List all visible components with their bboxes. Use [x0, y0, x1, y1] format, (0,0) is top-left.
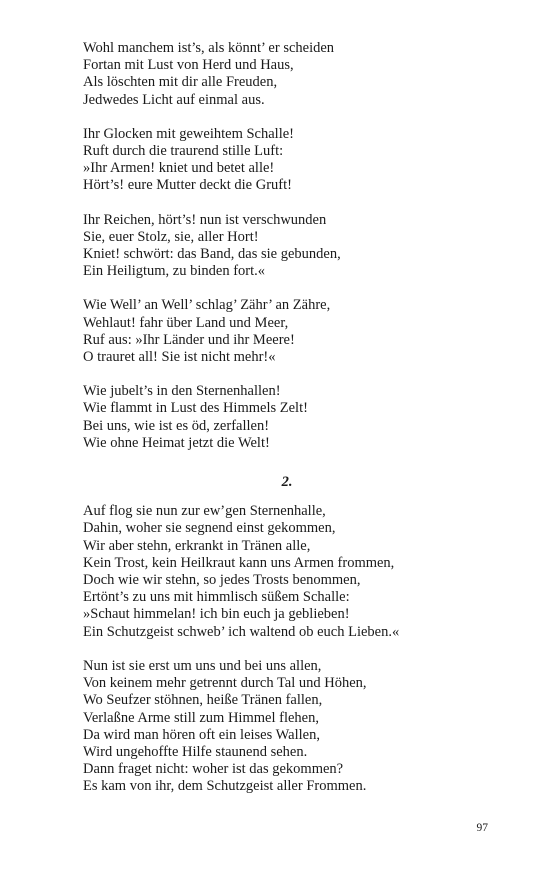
- verse-line: Dann fraget nicht: woher ist das gekommen?: [83, 761, 344, 778]
- stanza: [83, 297, 503, 366]
- verse-line: Kein Trost, kein Heilkraut kann uns Armen frommen,: [83, 554, 395, 571]
- verse-line: Hört’s! eure Mutter deckt die Gruft!: [83, 177, 292, 194]
- verse-line: Wie ohne Heimat jetzt die Welt!: [83, 434, 270, 451]
- verse-line: Wird ungehoffte Hilfe staunend sehen.: [83, 743, 308, 760]
- verse-line: Fortan mit Lust von Herd und Haus,: [83, 57, 294, 74]
- verse-line: Kniet! schwört: das Band, das sie gebunden,: [83, 246, 341, 263]
- verse-line: Wo Seufzer stöhnen, heiße Tränen fallen,: [83, 692, 323, 709]
- section-number: 2.: [281, 474, 293, 491]
- verse-line: Auf flog sie nun zur ew’gen Sternenhalle,: [83, 503, 326, 520]
- verse-line: Ruf aus: »Ihr Länder und ihr Meere!: [83, 331, 295, 348]
- verse-line: Nun ist sie erst um uns und bei uns allen,: [83, 657, 322, 674]
- stanza: [83, 126, 503, 195]
- verse-line: Ruft durch die traurend stille Luft:: [83, 143, 284, 160]
- verse-line: Doch wie wir stehn, so jedes Trosts benommen,: [83, 572, 361, 589]
- verse-line: Jedwedes Licht auf einmal aus.: [83, 91, 265, 108]
- verse-line: Wie Well’ an Well’ schlag’ Zähr’ an Zähre,: [83, 297, 331, 314]
- verse-line: Ihr Reichen, hört’s! nun ist verschwunden: [83, 211, 327, 228]
- verse-line: Sie, euer Stolz, sie, aller Hort!: [83, 228, 259, 245]
- verse-line: »Ihr Armen! kniet und betet alle!: [83, 160, 275, 177]
- stanza: [83, 383, 503, 452]
- verse-line: Bei uns, wie ist es öd, zerfallen!: [83, 417, 270, 434]
- stanza: [83, 658, 503, 796]
- verse-line: Da wird man hören oft ein leises Wallen,: [83, 726, 320, 743]
- verse-line: Dahin, woher sie segnend einst gekommen,: [83, 520, 336, 537]
- poem-part-1: [83, 40, 503, 452]
- stanza: [83, 40, 503, 109]
- verse-line: Ein Heiligtum, zu binden fort.«: [83, 263, 266, 280]
- verse-line: Wohl manchem ist’s, als könnt’ er scheiden: [83, 40, 335, 56]
- verse-line: O trauret all! Sie ist nicht mehr!«: [83, 349, 276, 366]
- verse-line: »Schaut himmelan! ich bin euch ja geblieben!: [83, 606, 350, 623]
- page-number: 97: [476, 822, 488, 834]
- verse-line: Als löschten mit dir alle Freuden,: [83, 74, 278, 91]
- verse-line: Wie flammt in Lust des Himmels Zelt!: [83, 400, 308, 417]
- verse-line: Von keinem mehr getrennt durch Tal und Höhen,: [83, 675, 367, 692]
- verse-line: Wehlaut! fahr über Land und Meer,: [83, 314, 289, 331]
- stanza: [83, 503, 503, 641]
- verse-line: Ein Schutzgeist schweb’ ich waltend ob euch Lieben.«: [83, 623, 400, 640]
- verse-line: Wir aber stehn, erkrankt in Tränen alle,: [83, 537, 311, 554]
- stanza: [83, 212, 503, 281]
- verse-line: Ertönt’s zu uns mit himmlisch süßem Schalle:: [83, 589, 350, 606]
- verse-line: Wie jubelt’s in den Sternenhallen!: [83, 383, 281, 400]
- poem-text: [83, 40, 503, 813]
- poem-part-2: [83, 503, 503, 795]
- verse-line: Es kam von ihr, dem Schutzgeist aller Frommen.: [83, 778, 367, 795]
- verse-line: Ihr Glocken mit geweihtem Schalle!: [83, 125, 294, 142]
- verse-line: Verlaßne Arme still zum Himmel flehen,: [83, 709, 319, 726]
